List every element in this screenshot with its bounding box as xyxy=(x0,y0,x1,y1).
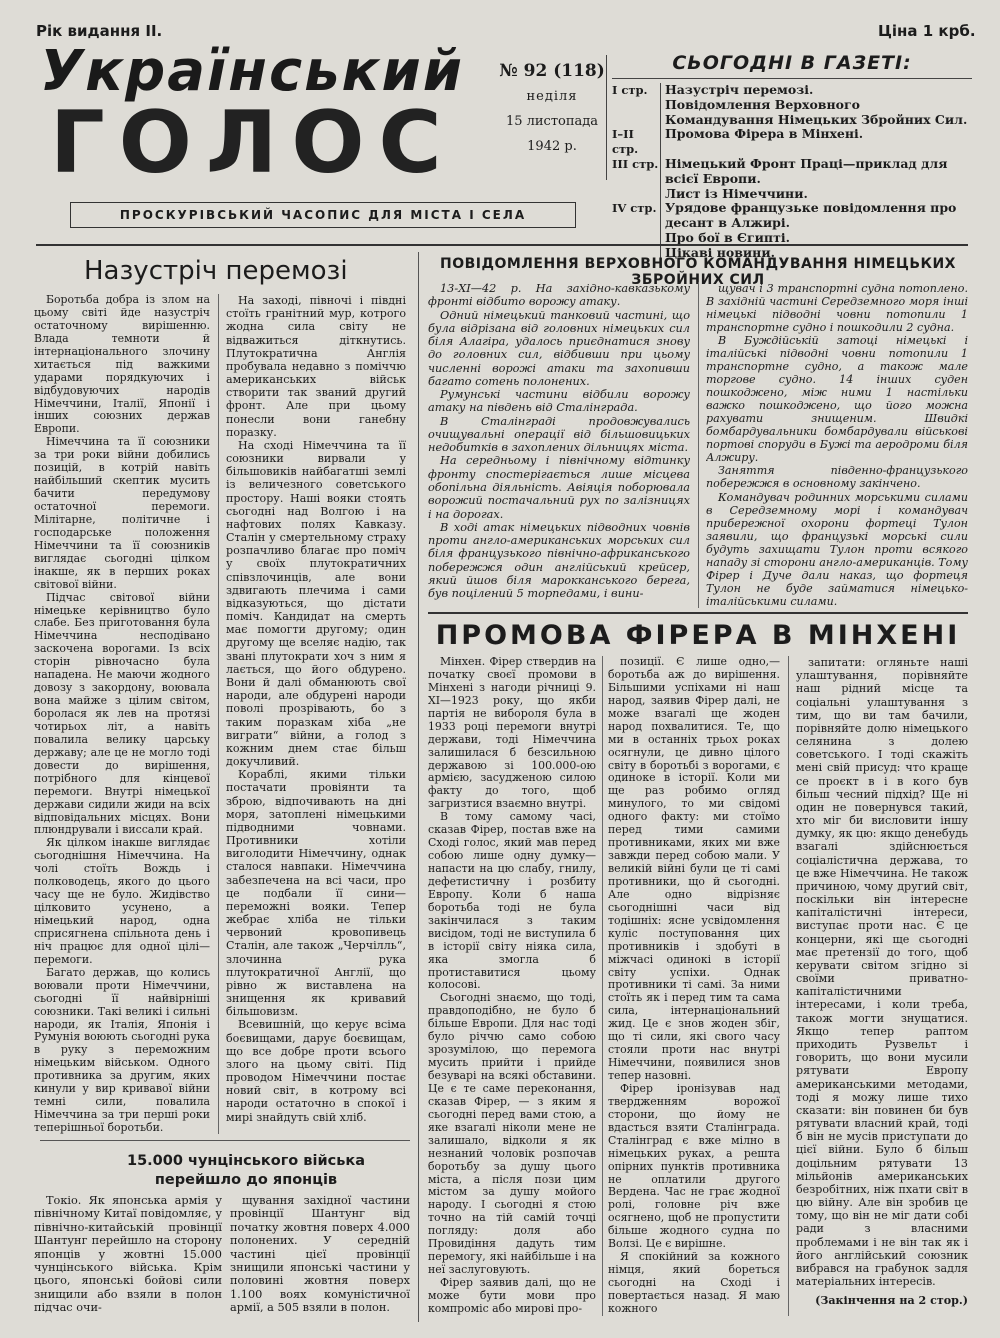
paragraph: Токіо. Як японська армія у північному Китаї повідомляє, у північно-китайській провінції Шантунг перейшло на сторону японців у жовтні 15.000 чунцінського війська. Крім цього, японські бойові сили знищили або взяли в полон підчас очи- xyxy=(34,1194,222,1314)
contents-list xyxy=(612,83,972,261)
article2-title: 15.000 чунцінського війська перейшло до японців xyxy=(126,1153,365,1188)
contents-entry: Про бої в Єгипті. xyxy=(665,229,790,245)
paragraph: Фірер заявив далі, що не може бути мови про компроміс або мирові про- xyxy=(428,1276,596,1315)
paragraph: 13-ХІ—42 р. На західно-кавказькому фронті відбито ворожу атаку. xyxy=(428,282,690,309)
title-line-1: Український xyxy=(40,39,465,104)
paragraph: Заняття південно-французького побережжя в основному закінчено. xyxy=(706,464,968,491)
paragraph: В Буждійській затоці німецькі і італійські підводні човни потопили 1 транспортне судно, а також мале торгове судно. 14 інших суден пошкоджено, між ними 1 настільки важко пошкоджено, що його можна рахувати знищеним. Швидкі бомбардувальники бомбардували військові портові споруди в Бужі та аеродроми біля Алжиру. xyxy=(706,334,968,465)
paragraph: запитати: огляньте наші улаштування, порівняйте наш рідний місце та соціальні улаштування з тим, що ви там бачили, порівняйте долю німецького селянина з долею советського. І тоді скажіть мені свій присуд: что краще се проєкт в і в кого був більш чесний підхід? Ще ні один не повернувся такий, хто міг би висловити іншу думку, як цю: якщо денебудь взагалі здійснюється соціалістична держава, то це вже Німеччина. Не також причиною, чому другий світ, поскільки він інтересне капіталістичні інтереси, виступає проти нас. Є це концерни, які ще сьогодні має претензії до того, щоб керувати світом згідно зі своїми приватно-капіталістичними інтересами, і коли треба, також могти знущатися. Якщо тепер раптом приходить Рузвельт і говорить, що вони мусили рятувати Европу американськими методами, тоді я можу лише тихо сказати: він повинен би був рятувати власний край, тоді б він не мусів приступати до цієї війни. Було б більш доцільним рятувати 13 мільйонів американських безробітних, ніж пхати світ в цю війну. Але він зробив це тому, що він не міг дати собі ради з власними проблемами і не він так як і його англійський союзник вибрався на грабунок задля матеріальних інтересів. xyxy=(796,656,968,1289)
article-rule xyxy=(40,1140,410,1141)
contents-entry: Повідомлення Верховного Командування Німецьких Збройних Сил. xyxy=(665,96,968,127)
issue-number: № 92 (118) xyxy=(499,61,605,81)
contents-page xyxy=(612,98,661,128)
column-rule xyxy=(788,656,789,1316)
paragraph: Всевишній, що керує всіма боєвищами, дарує боєвищам, що все добре проти всього злого на цьому світі. Під проводом Німеччини постає новий світ, в котрому всі народи остаточно в спокої і мирі знайдуть свій хліб. xyxy=(226,1018,406,1124)
paragraph: В Сталінграді продовжувались очищувальні операції від більшовицьких недобитків в захоплених дільницях міста. xyxy=(428,414,690,455)
paragraph: Румунські частини відбили ворожу атаку на південь від Сталінграда. xyxy=(428,388,690,415)
contents-entry: Промова Фірера в Мінхені. xyxy=(665,126,864,142)
article2-column-2 xyxy=(230,1194,410,1314)
issue-year: 1942 р. xyxy=(527,139,577,154)
paragraph: В тому самому часі, сказав Фірер, постав вже на Сході голос, який мав перед собою лише одну думку— напасти на цю слабу, гнилу, дефетистичну і розбиту Европу. Коли б наша боротьба тоді не була закінчилася з таким висідом, тоді не виступила б в історії світу ніяка сила, яка змогла б протиставитися цьому колосові. xyxy=(428,810,596,992)
year-of-publication: Рік видання II. xyxy=(36,22,163,40)
article1-column-1 xyxy=(34,294,210,1136)
article1-title: Назустріч перемозі xyxy=(84,256,348,286)
paragraph: Як цілком інакше виглядає сьогоднішня Німеччина. На чолі стоїть Вождь і полководець, якого до цього часу ще не було. Жидівство цілковито усунено, а німецький народ, одна сприсягнена спільнота день і ніч працює для одної цілі—перемоги. xyxy=(34,836,210,966)
contents-row xyxy=(612,127,972,157)
subtitle-box xyxy=(70,202,576,228)
issue-weekday: неділя xyxy=(526,89,578,104)
contents-page: IV стр. xyxy=(612,201,661,231)
contents-row xyxy=(612,157,972,187)
article3-column-1 xyxy=(428,282,690,608)
paragraph: Кораблі, якими тільки постачати провіянти та зброю, відпочивають на дні моря, затоплені німецькими підводними човнами. Противники хотіли виголодити Німеччину, однак сталося навпаки. Німеччина забезпечена на всі часи, про це подбали її сини—переможні вояки. Тепер жебрає хліба не тільки червоний кровопивець Сталін, але також „Черчілль“, злочинна рука плутократичної Англії, що рівно ж виставлена на знищення як кривавий більшовизм. xyxy=(226,768,406,1019)
contents-row xyxy=(612,201,972,231)
paragraph: На сході Німеччина та її союзники вирвали у більшовиків найбагатші землі із величезного советського простору. Наші вояки стоять сьогодні над Волгою і на нафтових полях Кавказу. Сталін у смертельному страху розпачливо благає про поміч у своїх плутократичних співзлочинців, але вони здвигають плечима і сами відказуються, що дістати поміч. Кандидат на смерть має помогти другому; один другому ще вселяє надію, так звані плутократи хоч з ним я лається, що його обдурено. Вони й далі обманюють свої народи, але обдурені народи поволі прозрівають, бо з таким поразкам хіба „не виграти“ війни, а голод з кожним днем стає більш докучливий. xyxy=(226,438,406,769)
column-rule xyxy=(218,294,219,1134)
paragraph: В ході атак німецьких підводних човнів проти англо-американських морських сил біля французького північно-африканського побережжя один англійський крейсер, який йшов біля марокканського берега, був поцілений 5 торпедами, і вини- xyxy=(428,520,690,601)
contents-page: I–II стр. xyxy=(612,127,661,157)
masthead xyxy=(40,39,490,193)
article1-column-2 xyxy=(226,294,406,1136)
paragraph: Багато держав, що колись воювали проти Німеччини, сьогодні її найвірніші союзники. Такі великі і сильні народи, як Італія, Японія і Румунія воюють сьогодні рука в руку з переможним німецьким військом. Одного противника за другим, яких кинули у вир кривавої війни темні сили, повалила Німеччина за три перші роки теперішньої боротьби. xyxy=(34,965,210,1134)
contents-entry: Лист із Німеччини. xyxy=(665,185,808,201)
contents-row xyxy=(612,98,972,128)
page-column-rule xyxy=(418,252,419,1322)
article3-column-2 xyxy=(706,282,968,608)
contents-row xyxy=(612,187,972,202)
paragraph: Командувач родинних морськими силами в Середземному морі і командувач прибережної охорони фортеці Тулон заявили, що французькі морські сили будуть захищати Тулон проти всякого нападу зі сторони англо-американців. Тому Фірер і Дуче дали наказ, що фортеця Тулон не буде займатися німецько-італійськими силами. xyxy=(706,490,968,608)
paragraph: Сьогодні знаємо, що тоді, правдоподібно, не було б більше Европи. Для нас тоді було річчю само собою зрозумілою, що перемога мусить прийти і прийде безуварі на всякі обставини. Це є те саме переконання, сказав Фірер, — з яким я сьогодні перед вами стою, а яке взагалі ніколи мене не залишало, відколи я як незнаний чоловік розпочав боротьбу за душу цього міста, а після пози цим містом за душу мойого народу. І сьогодні я стою точно на тій самій точці погляду: доля або Провидіння дадуть тим перемогу, які найбільше і на неї заслуговують. xyxy=(428,991,596,1277)
issue-date: 15 листопада xyxy=(505,114,599,129)
issue-box xyxy=(498,55,607,180)
contents-title: СЬОГОДНІ В ГАЗЕТІ: xyxy=(672,52,912,74)
paragraph: Мінхен. Фірер ствердив на початку своєї промови в Мінхені з нагоди річниці 9. ХІ—1923 року, що якби партія не вибороля була в 1933 році перемоги внутрі держави, тоді Німеччина залишилася б безсильною державою зі 100.000-ою армією, засудженою силою факту до того, щоб загризтися взаємно внутрі. xyxy=(428,656,596,811)
contents-page: I стр. xyxy=(612,83,661,98)
contents-row xyxy=(612,83,972,98)
article3-title: ПОВІДОМЛЕННЯ ВЕРХОВНОГО КОМАНДУВАННЯ НІМЕЦЬКИХ ЗБРОЙНИХ СИЛ xyxy=(440,256,956,288)
paragraph: Німеччина та її союзники за три роки війни добились позицій, в котрій навіть найбільший скептик мусить бачити передумову остаточної перемоги. Мілітарне, політичне і господарське положення Німеччини та її союзників виглядає сьогодні цілком інакше, як в перших роках світової війни. xyxy=(34,435,210,591)
paragraph: На заході, півночі і півдні стоїть гранітний мур, котрого жодна сила світу не відважиться діткнутись. Плутократична Англія пробувала недавно з поміччю американських військ створити так званий другий фронт. Але при цьому понесли вони ганебну поразку. xyxy=(226,294,406,439)
contents-entry: Німецький Фронт Праці—приклад для всієї Европи. xyxy=(665,155,948,186)
column-rule xyxy=(602,656,603,1316)
contents-box xyxy=(612,52,972,261)
title-line-2: ГОЛОС xyxy=(50,93,456,193)
paragraph: Боротьба добра із злом на цьому світі йде назустріч остаточному вирішенню. Влада темноти й інтернаціонального злочину хитається під важкими ударами порядкуючих і відбудовуючих народів Німеччини, Італії, Японії і інших союзних держав Европи. xyxy=(34,294,210,436)
paragraph: щування західної частини провінції Шантунг від початку жовтня поверх 4.000 полонених. У середній частині цієї провінції знищили японські частини у половині жовтня поверх 1.100 воях комуністичної армії, а 505 взяли в полон. xyxy=(230,1194,410,1314)
header-rule xyxy=(36,244,968,246)
paragraph: (Закінчення на 2 стор.) xyxy=(815,1294,968,1308)
article4-column-3 xyxy=(796,656,968,1316)
article4-column-1 xyxy=(428,656,596,1316)
contents-page xyxy=(612,187,661,202)
article-rule xyxy=(428,612,968,614)
masthead-subtitle: ПРОСКУРІВСЬКИЙ ЧАСОПИС ДЛЯ МІСТА І СЕЛА xyxy=(119,208,527,222)
contents-page: III стр. xyxy=(612,157,661,187)
article4-title: ПРОМОВА ФІРЕРА В МІНХЕНІ xyxy=(435,620,961,651)
contents-entry: Назустріч перемозі. xyxy=(665,82,814,97)
column-rule xyxy=(698,282,699,608)
price: Ціна 1 крб. xyxy=(878,22,976,40)
contents-entry: Цікаві новини. xyxy=(665,244,775,260)
paragraph: Одний німецький танковий частині, що була відрізана від головних німецьких сил біля Алагіра, удалось приєднатися знову до головних сил, відбивши при цьому численні ворожі атаки та захопивши багато сотень полонених. xyxy=(428,308,690,388)
contents-entry: Урядове французьке повідомлення про десант в Алжирі. xyxy=(665,200,957,231)
paragraph: щувач і 3 транспортні судна потоплено. В західній частині Середземного моря інші німецькі підводні човни потопили 1 транспортне судно і пошкодили 2 судна. xyxy=(706,282,968,335)
paragraph: На середньому і північному відтинку фронту спостерігається лише місцева обопільна діяльність. Авіяція поборювала ворожий постачальний рух по залізницях і на дорогах. xyxy=(428,454,690,521)
article4-column-2 xyxy=(608,656,780,1316)
paragraph: позиції. Є лише одно,—боротьба аж до вирішення. Більшими успіхами ні наш народ, заявив Фірер далі, не може взагалі ще жоден народ похвалитися. Те, що ми в останніх трьох роках осягнули, це дивно цілого світу в боротьбі з ворогами, є одиноке в історії. Коли ми ще раз робимо огляд минулого, то ми свідомі одного факту: ми стоїмо перед тими самими противниками, яких ми вже завжди перед собою мали. У великій війні були це ті самі противники, що й сьогодні. Але одно відрізняє сьогоднішні часи від тодішніх: ясне усвідомлення куліс поступовання цих противників і здобуті в міжчасі одинокі в історії світу успіхи. Однак противники ті самі. За ними стоїть як і перед тим та сама сила, інтернаціональний жид. Це є знов жоден збіг, що ті сили, які свого часу стояли проти нас внутрі Німеччини, появилися знов тепер назовні. xyxy=(608,656,780,1082)
paragraph: Фірер іронізував над твердженням ворожої сторони, що йому не вдасться взяти Сталінграда. Сталінград є вже мілно в німецьких руках, а решта опірних пунктів противника не оплатили другого Вердена. Час не грає жодної ролі, головне річ вже осягнено, щоб не пропустити більше жодного судна по Волзі. Це є вирішне. xyxy=(608,1081,780,1251)
article2-column-1 xyxy=(34,1194,222,1314)
paragraph: Я спокійний за кожного німця, який бореться сьогодні на Сході і повертається назад. Я маю кожного xyxy=(608,1250,780,1315)
paragraph: Підчас світової війни німецьке керівництво було слабе. Без приготовання була Німеччина несподівано заскочена ворогами. Із всіх сторін рівночасно була нападена. Не маючи жодного довозу з закордону, воювала вона майже з цілим світом, боролася як лев на протязі чотирьох літ, а навіть повалила велику царську державу; але це не могло тоді довести до вирішення, потрібного для кінцевої перемоги. Внутрі німецької держави сидили жиди на всіх відповідальних місцях. Вони плюндрували і виссали край. xyxy=(34,590,210,837)
